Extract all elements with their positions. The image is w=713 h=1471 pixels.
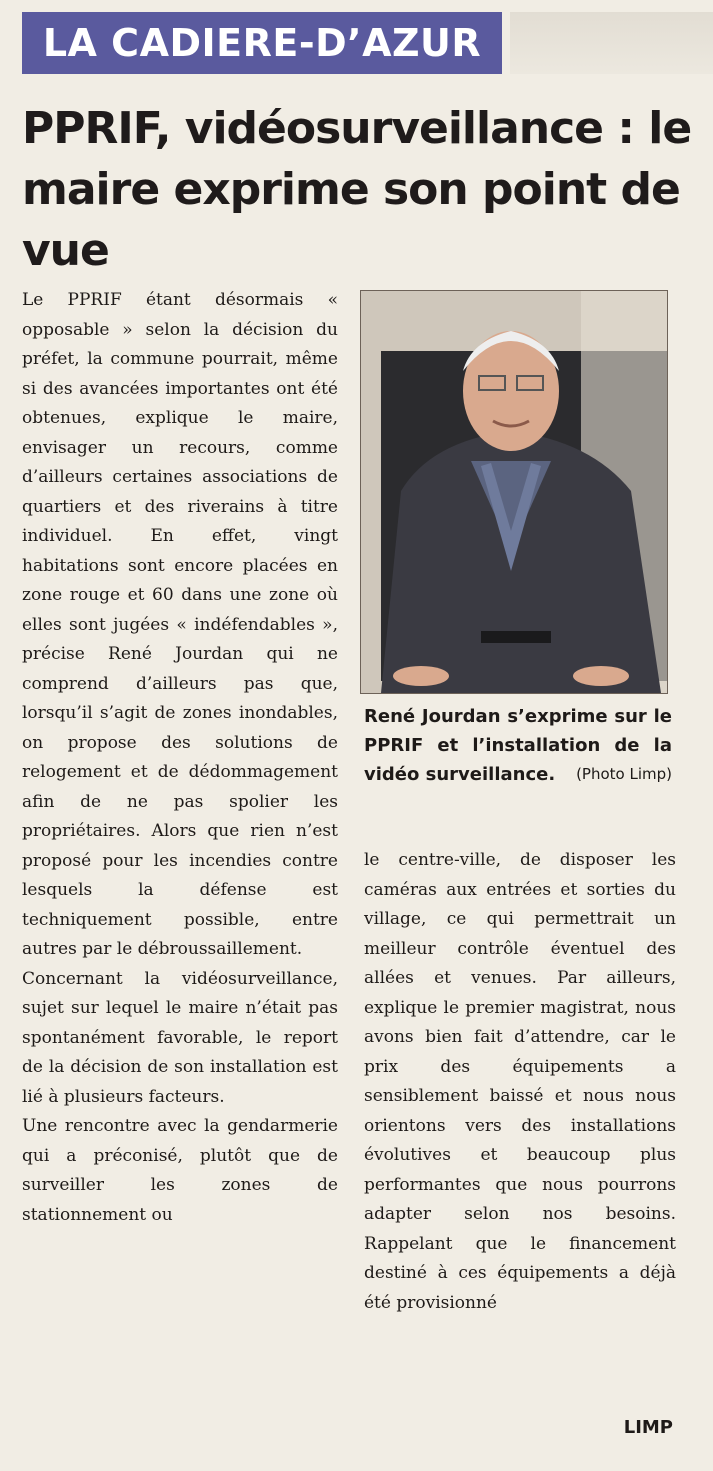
article-column-right [364, 846, 676, 1318]
article-paragraph: le centre-ville, de disposer les caméras aux entrées et sorties du village, ce qui permettrait un meilleur contrôle éventuel des allées et venues. Par ailleurs, explique le premier magistrat, nous avons bien fait d’attendre, car le prix des équipements a sensiblement baissé et nous nous orientons vers des installations évolutives et beaucoup plus performantes que nous pourrons adapter selon nos besoins. Rappelant que le financement destiné à ces équipements a déjà été provisionné [364, 850, 676, 1313]
mayor-photo [360, 290, 668, 694]
article-headline: PPRIF, vidéosurveillance : le maire exprime son point de vue [22, 103, 692, 276]
author-signature: LIMP [623, 1417, 673, 1438]
adjacent-article-fragment [510, 12, 713, 74]
article-paragraph: Une rencontre avec la gendarmerie qui a préconisé, plutôt que de surveiller les zones de stationnement ou [22, 1116, 338, 1225]
photo-caption: René Jourdan s’exprime sur le PPRIF et l’installation de la vidéo surveillance. [364, 706, 672, 785]
photo-caption-block [364, 702, 672, 789]
mayor-portrait-illustration [361, 291, 667, 693]
photo-credit: (Photo Limp) [576, 765, 672, 783]
article-paragraph: Le PPRIF étant désormais « opposable » selon la décision du préfet, la commune pourrait, même si des avancées importantes ont été obtenues, explique le maire, envisager un recours, comme d’ailleurs certaines associations de quartiers et des riverains à titre individuel. En effet, vingt habitations sont encore placées en zone rouge et 60 dans une zone où elles sont jugées « indéfendables », précise René Jourdan qui ne comprend d’ailleurs pas que, lorsqu’il s’agit de zones inondables, on propose des solutions de relogement et de dédommagement afin de ne pas spolier les propriétaires. Alors que rien n’est proposé pour les incendies contre lesquels la défense est techniquement possible, entre autres par le débroussaillement. [22, 290, 338, 959]
article-paragraph: Concernant la vidéosurveillance, sujet sur lequel le maire n’était pas spontanément favorable, le report de la décision de son installation est lié à plusieurs facteurs. [22, 968, 338, 1107]
section-kicker: LA CADIERE-D’AZUR [22, 12, 502, 74]
article-column-left [22, 286, 338, 1230]
